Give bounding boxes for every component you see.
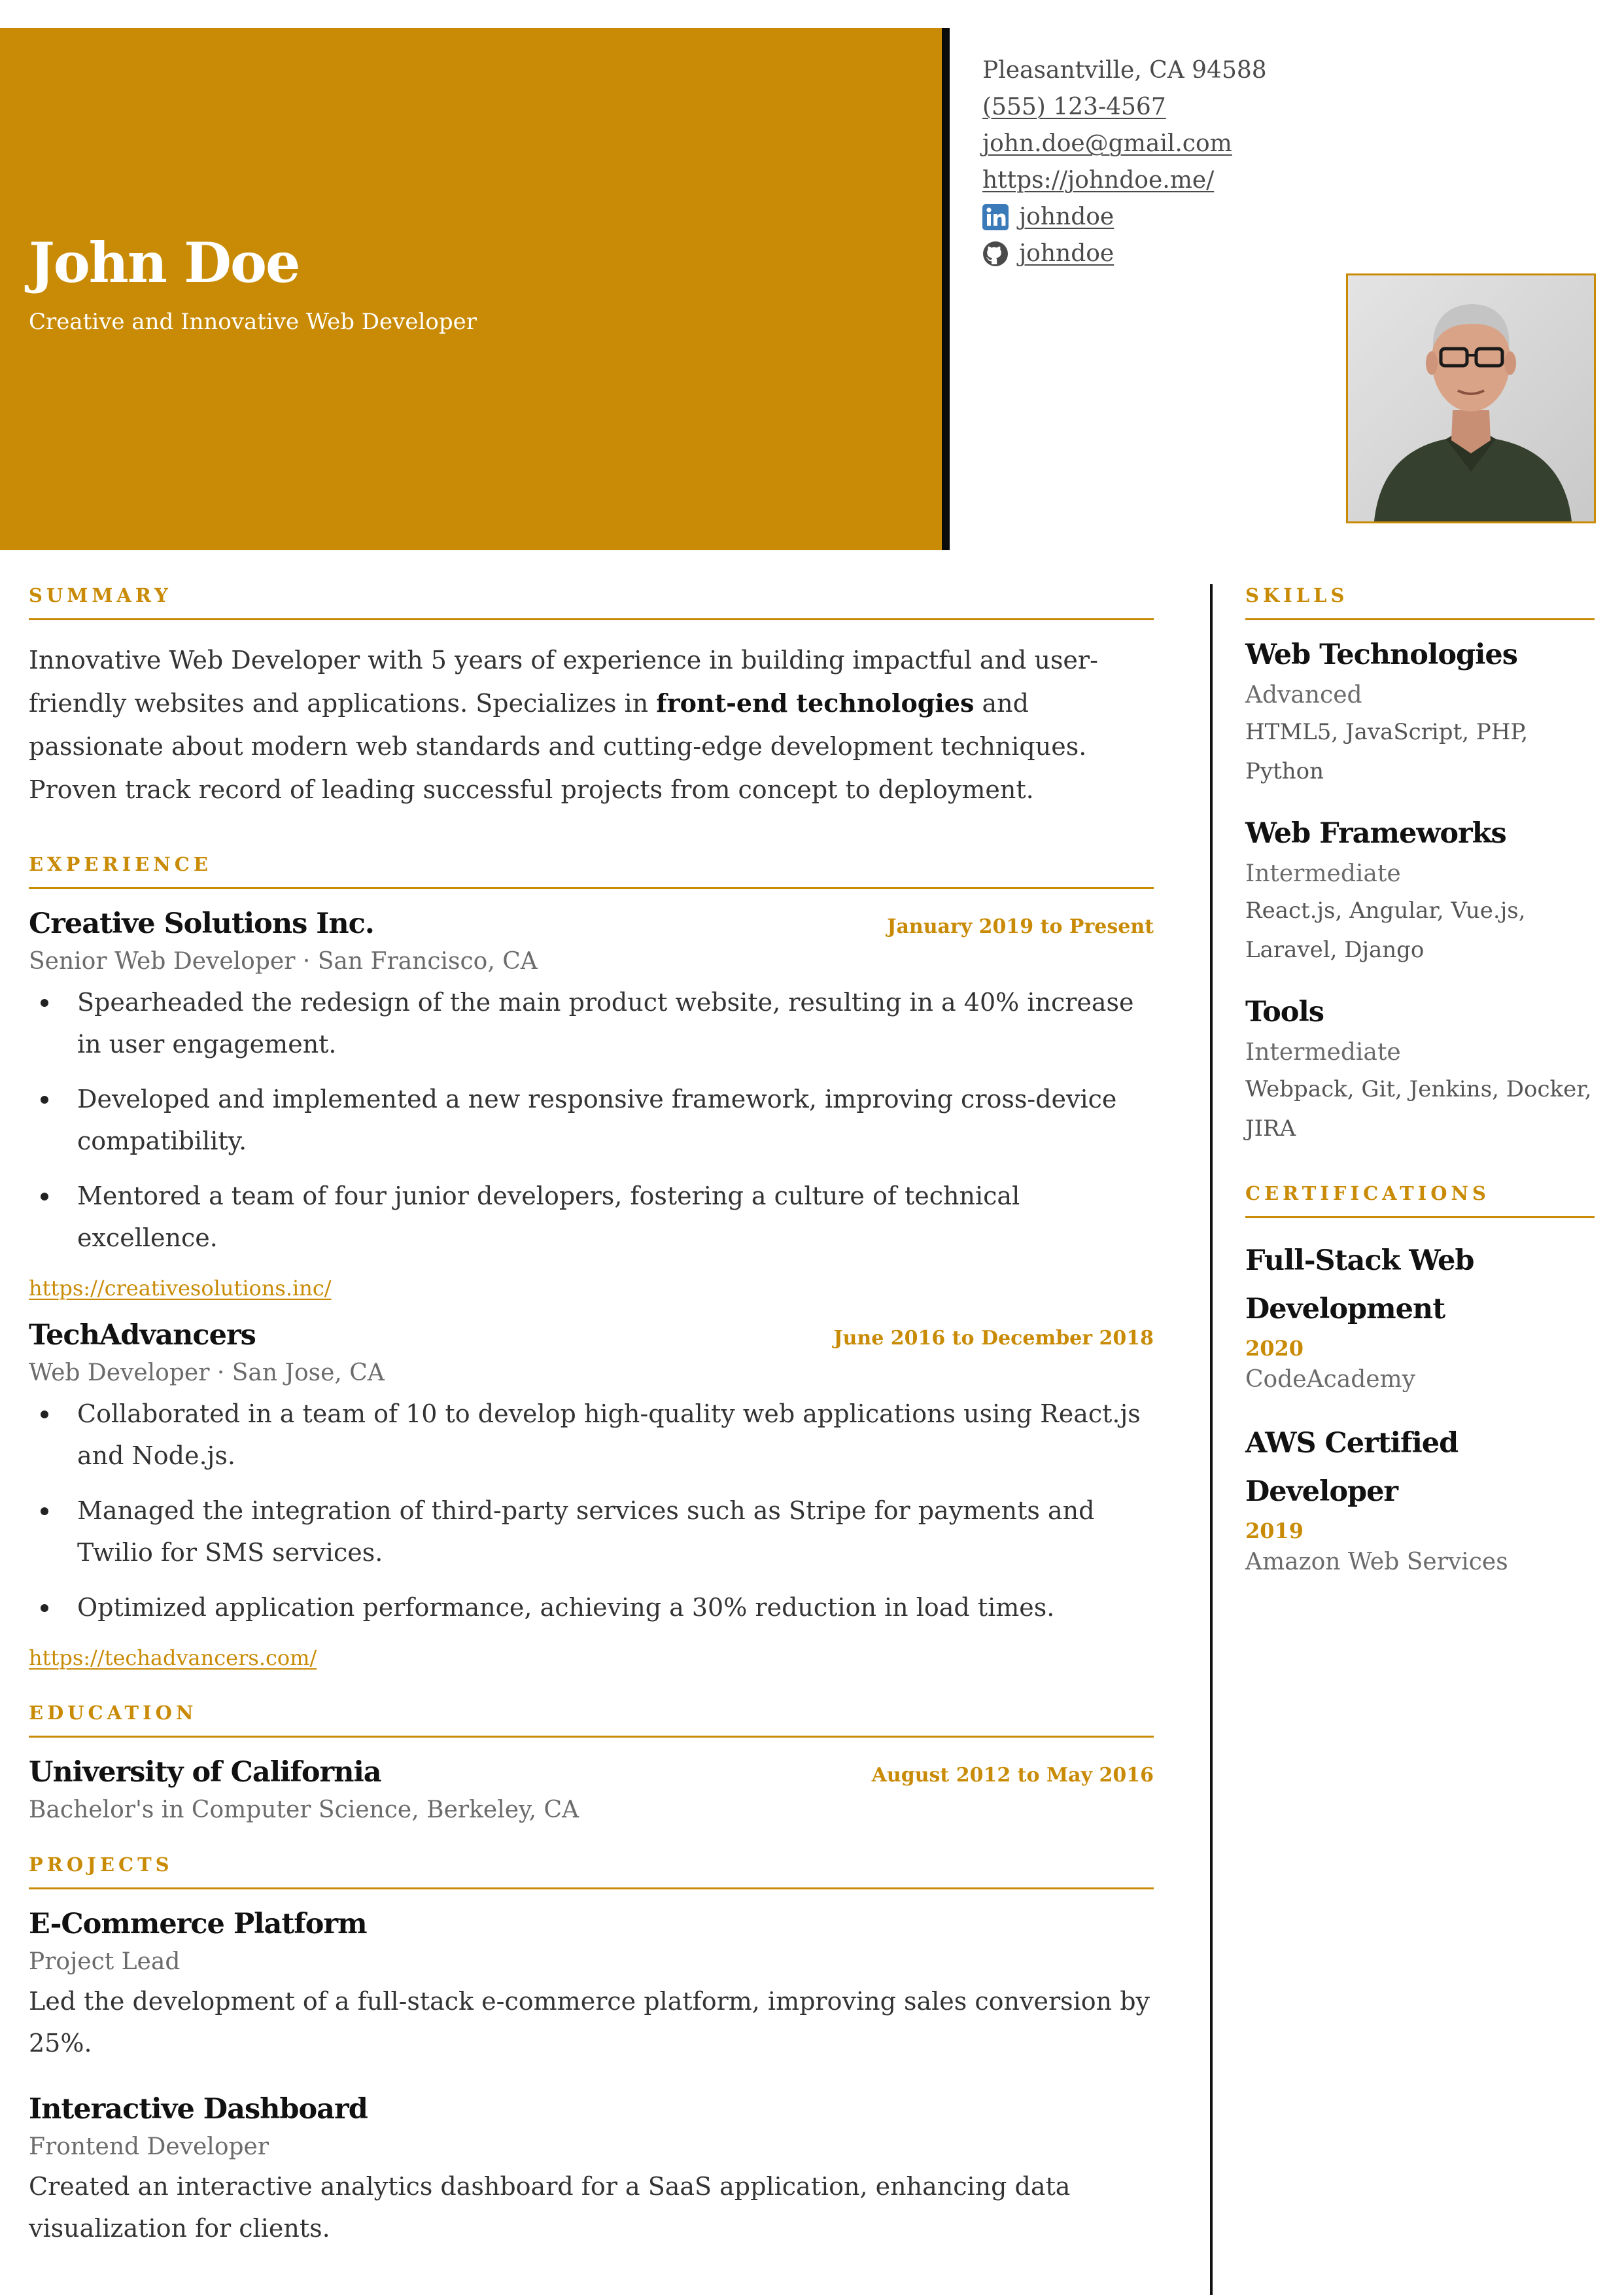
certification-item [1245, 1236, 1595, 1393]
github-row [982, 236, 1571, 272]
email-link[interactable]: john.doe@gmail.com [982, 130, 1232, 157]
skill-keywords: HTML5, JavaScript, PHP, Python [1245, 719, 1529, 784]
linkedin-icon [982, 204, 1009, 230]
projects-heading: PROJECTS [29, 1853, 1154, 1889]
summary-text: Innovative Web Developer with 5 years of experience in building impactful and user-friendly websites and applications. Specializes in front-end technologies and passionate about modern web standards and cutting-edge development techniques. Proven track record of leading successful projects from concept to deployment. [29, 646, 1098, 804]
highlight-item: Developed and implemented a new responsive framework, improving cross-device compatibility. [29, 1078, 1154, 1162]
linkedin-link[interactable]: johndoe [1019, 203, 1114, 230]
project-item [29, 2093, 1154, 2249]
education-item [29, 1756, 1154, 1823]
project-description: Led the development of a full-stack e-commerce platform, improving sales conversion by 25%. [29, 1987, 1150, 2058]
company-name: TechAdvancers [29, 1319, 256, 1352]
skill-name: Web Technologies [1245, 639, 1517, 671]
contact-info [982, 52, 1571, 272]
certification-name: Full-Stack Web Development [1245, 1244, 1474, 1325]
certification-item [1245, 1419, 1595, 1575]
profile-photo [1346, 273, 1596, 523]
main-column [29, 584, 1154, 2268]
highlight-item: Spearheaded the redesign of the main product website, resulting in a 40% increase in user engagement. [29, 981, 1154, 1065]
company-url-link[interactable]: https://techadvancers.com/ [29, 1645, 317, 1670]
website-link[interactable]: https://johndoe.me/ [982, 167, 1215, 194]
column-divider [1210, 584, 1213, 2295]
skill-keywords: React.js, Angular, Vue.js, Laravel, Django [1245, 898, 1526, 963]
highlights-list [29, 981, 1154, 1259]
position-location: Web Developer · San Jose, CA [29, 1359, 385, 1386]
company-name: Creative Solutions Inc. [29, 907, 374, 940]
education-heading: EDUCATION [29, 1702, 1154, 1738]
date-range: January 2019 to Present [887, 915, 1154, 938]
candidate-headline: Creative and Innovative Web Developer [29, 309, 477, 335]
certifications-heading: CERTIFICATIONS [1245, 1182, 1595, 1218]
project-name: Interactive Dashboard [29, 2093, 368, 2126]
institution-name: University of California [29, 1756, 381, 1789]
certification-issuer: Amazon Web Services [1245, 1549, 1508, 1575]
date-range: August 2012 to May 2016 [871, 1764, 1154, 1787]
company-url-link[interactable]: https://creativesolutions.inc/ [29, 1276, 332, 1301]
experience-heading: EXPERIENCE [29, 853, 1154, 889]
highlight-item: Managed the integration of third-party services such as Stripe for payments and Twilio for SMS services. [29, 1490, 1154, 1573]
skill-name: Tools [1245, 996, 1324, 1028]
candidate-name: John Doe [29, 230, 300, 295]
linkedin-row [982, 199, 1571, 236]
skill-name: Web Frameworks [1245, 817, 1506, 850]
skills-heading: SKILLS [1245, 584, 1595, 620]
certification-year: 2019 [1245, 1518, 1304, 1543]
certification-issuer: CodeAcademy [1245, 1366, 1416, 1393]
certification-name: AWS Certified Developer [1245, 1427, 1459, 1508]
date-range: June 2016 to December 2018 [833, 1327, 1154, 1350]
experience-item [29, 1319, 1154, 1670]
highlight-item: Collaborated in a team of 10 to develop high-quality web applications using React.js and Node.js. [29, 1393, 1154, 1477]
skill-level: Intermediate [1245, 1039, 1401, 1066]
sidebar-column [1245, 584, 1595, 1602]
skill-item [1245, 996, 1595, 1148]
experience-item [29, 907, 1154, 1301]
project-name: E-Commerce Platform [29, 1908, 367, 1940]
project-item [29, 1908, 1154, 2064]
highlights-list [29, 1393, 1154, 1628]
highlight-item: Mentored a team of four junior developers, fostering a culture of technical excellence. [29, 1175, 1154, 1259]
skill-level: Intermediate [1245, 860, 1401, 887]
project-description: Created an interactive analytics dashboard for a SaaS application, enhancing data visualization for clients. [29, 2172, 1071, 2243]
skill-level: Advanced [1245, 682, 1362, 709]
skill-item [1245, 639, 1595, 791]
header-divider [942, 28, 950, 550]
phone-link[interactable]: (555) 123-4567 [982, 94, 1166, 120]
project-role: Project Lead [29, 1948, 181, 1975]
github-link[interactable]: johndoe [1019, 240, 1114, 267]
degree: Bachelor's in Computer Science, Berkeley, CA [29, 1796, 579, 1823]
summary-heading: SUMMARY [29, 584, 1154, 620]
certification-year: 2020 [1245, 1336, 1304, 1361]
github-icon [982, 241, 1009, 267]
position-location: Senior Web Developer · San Francisco, CA [29, 948, 538, 975]
location: Pleasantville, CA 94588 [982, 57, 1267, 84]
highlight-item: Optimized application performance, achieving a 30% reduction in load times. [29, 1586, 1154, 1628]
skill-keywords: Webpack, Git, Jenkins, Docker, JIRA [1245, 1076, 1592, 1142]
skill-item [1245, 817, 1595, 970]
project-role: Frontend Developer [29, 2133, 269, 2160]
